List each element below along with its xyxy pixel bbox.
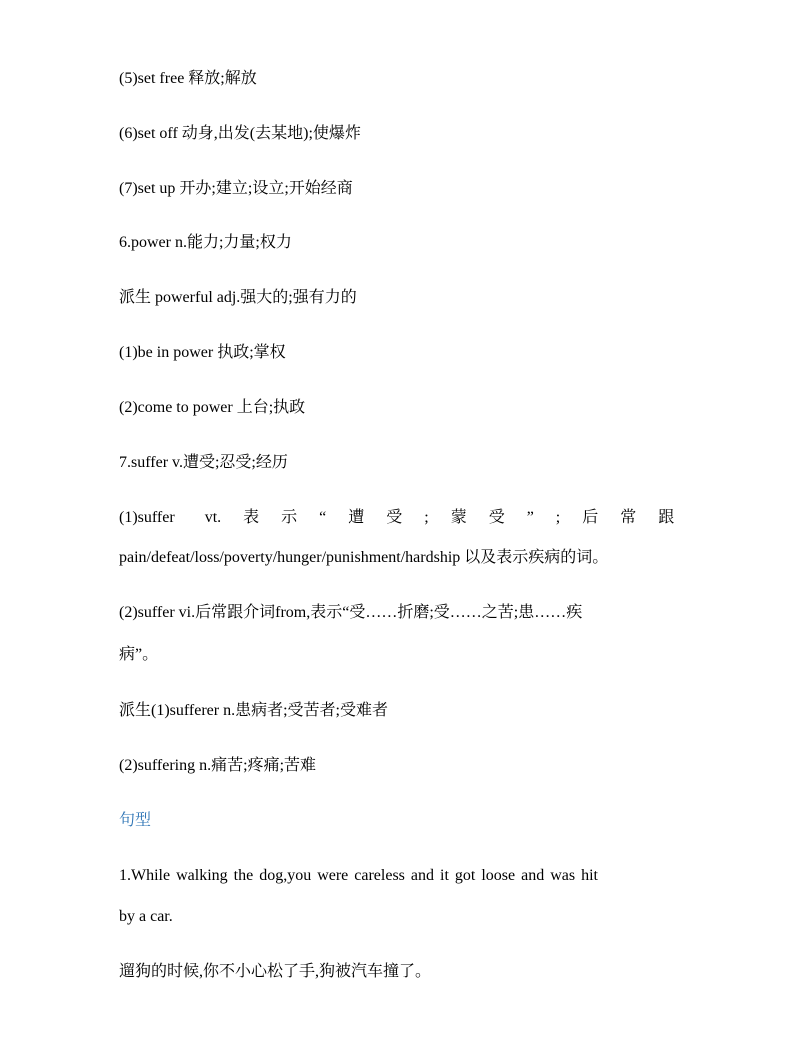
entry-power: 6.power n.能力;力量;权力 xyxy=(119,234,292,251)
section-heading: 句型 xyxy=(119,812,152,829)
suffer-vt-meaning: 表示“遭受;蒙受”;后常跟 xyxy=(243,509,697,526)
entry-suffer-vt-continuation: pain/defeat/loss/poverty/hunger/punishment/hardship 以及表示疾病的词。 xyxy=(119,549,609,566)
entry-set-free: (5)set free 释放;解放 xyxy=(119,70,257,87)
entry-set-up: (7)set up 开办;建立;设立;开始经商 xyxy=(119,180,353,197)
entry-suffering: (2)suffering n.痛苦;疼痛;苦难 xyxy=(119,757,317,774)
suffer-vt-pos: vt. xyxy=(204,509,222,526)
sentence-line-1: 1.While walking the dog,you were careless and it got loose and was hit xyxy=(119,867,598,884)
entry-be-in-power: (1)be in power 执政;掌权 xyxy=(119,344,286,361)
entry-suffer-vt xyxy=(119,508,696,528)
entry-come-to-power: (2)come to power 上台;执政 xyxy=(119,399,306,416)
entry-powerful: 派生 powerful adj.强大的;强有力的 xyxy=(119,289,357,306)
suffer-vt-term: (1)suffer xyxy=(119,509,175,526)
entry-suffer-vi: (2)suffer vi.后常跟介词from,表示“受……折磨;受……之苦;患……疾 xyxy=(119,604,583,621)
entry-set-off: (6)set off 动身,出发(去某地);使爆炸 xyxy=(119,125,361,142)
sentence-translation: 遛狗的时候,你不小心松了手,狗被汽车撞了。 xyxy=(119,963,432,980)
sentence-line-2: by a car. xyxy=(119,908,173,925)
entry-suffer: 7.suffer v.遭受;忍受;经历 xyxy=(119,454,288,471)
entry-sufferer: 派生(1)sufferer n.患病者;受苦者;受难者 xyxy=(119,702,389,719)
entry-suffer-vi-continuation: 病”。 xyxy=(119,646,159,663)
